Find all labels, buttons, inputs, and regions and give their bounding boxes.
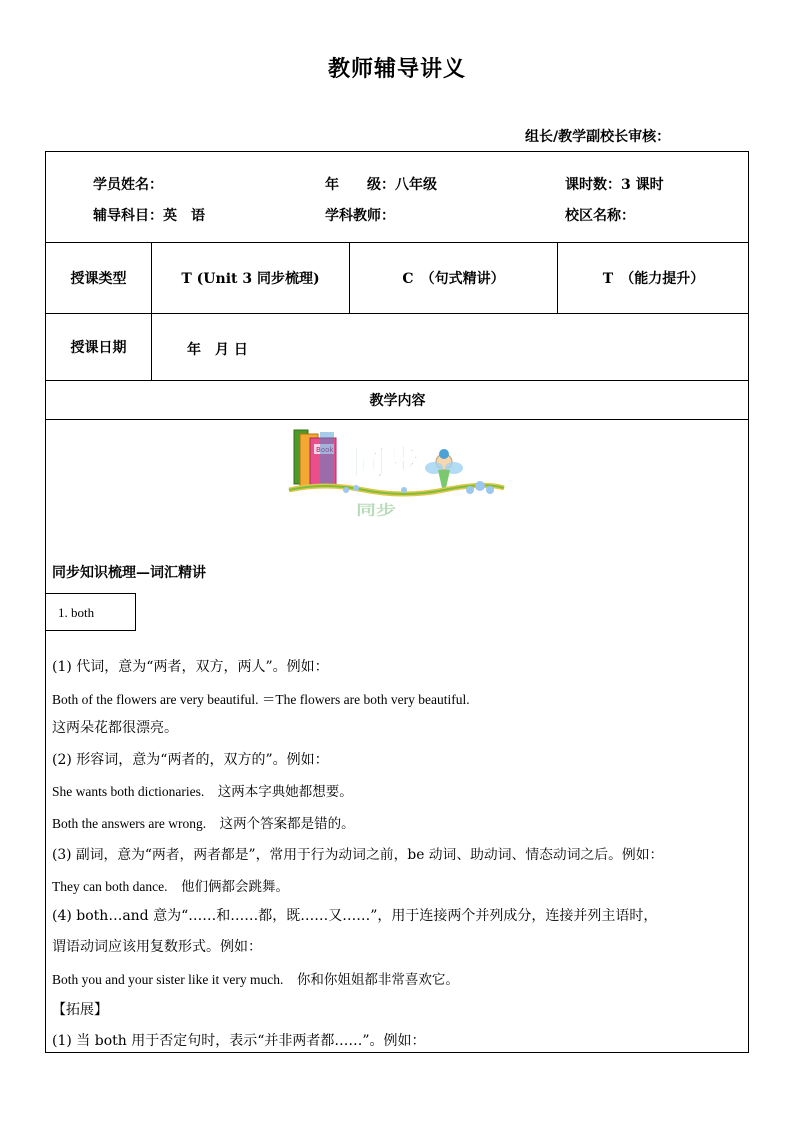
section-title: 同步知识梳理—词汇精讲 (52, 565, 206, 581)
tongbu-logo (284, 424, 510, 518)
course-type-c: C （句式精讲） (402, 271, 505, 287)
logo-reflection: 同步 (356, 502, 396, 518)
line-6: Both the answers are wrong. 这两个答案都是错的。 (52, 816, 355, 831)
grade-field: 年 级：八年级 (325, 177, 437, 193)
date-label: 授课日期 (70, 340, 127, 356)
line-7: (3) 副词，意为“两者，两者都是”，常用于行为动词之前，be 动词、助动词、情态动词之后。例如： (52, 847, 664, 863)
table-divider (45, 419, 749, 420)
course-type-t2: T （能力提升） (602, 271, 705, 287)
line-5: She wants both dictionaries. 这两本字典她都想要。 (52, 784, 353, 799)
line-11: Both you and your sister like it very much. 你和你姐姐都非常喜欢它。 (52, 972, 459, 987)
hours-field: 课时数：3 课时 (565, 177, 664, 193)
line-4: (2) 形容词，意为“两者的，双方的”。例如： (52, 752, 329, 768)
line-8: They can both dance. 他们俩都会跳舞。 (52, 879, 289, 894)
book-stack-icon (294, 430, 336, 488)
book-label: Book (316, 446, 334, 454)
line-2: Both of the flowers are very beautiful. ＝The flowers are both very beautiful. (52, 692, 470, 707)
line-12: 【拓展】 (52, 1002, 108, 1018)
line-13: (1) 当 both 用于否定句时，表示“并非两者都……”。例如： (52, 1033, 426, 1049)
campus-field: 校区名称： (565, 208, 635, 224)
date-value: 年 月 日 (187, 342, 248, 358)
line-10: 谓语动词应该用复数形式。例如： (52, 939, 262, 955)
line-3: 这两朵花都很漂亮。 (52, 720, 178, 736)
line-9: (4) both…and 意为“……和……都，既……又……”，用于连接两个并列成分，连接并列主语时， (52, 908, 658, 924)
fairy-icon (425, 449, 463, 488)
subject-field: 辅导科目：英 语 (93, 208, 205, 224)
line-1: (1) 代词，意为“两者，双方，两人”。例如： (52, 659, 329, 675)
course-type-t1: T (Unit 3 同步梳理) (181, 271, 320, 287)
word-box: 1. both (45, 593, 136, 631)
reviewer-label: 组长/教学副校长审核： (525, 129, 671, 145)
teacher-field: 学科教师： (325, 208, 395, 224)
content-header: 教学内容 (369, 393, 426, 409)
logo-text: 同步 (352, 443, 420, 483)
course-type-label: 授课类型 (70, 271, 127, 287)
document-title: 教师辅导讲义 (327, 56, 466, 82)
student-name-field: 学员姓名： (93, 177, 163, 193)
